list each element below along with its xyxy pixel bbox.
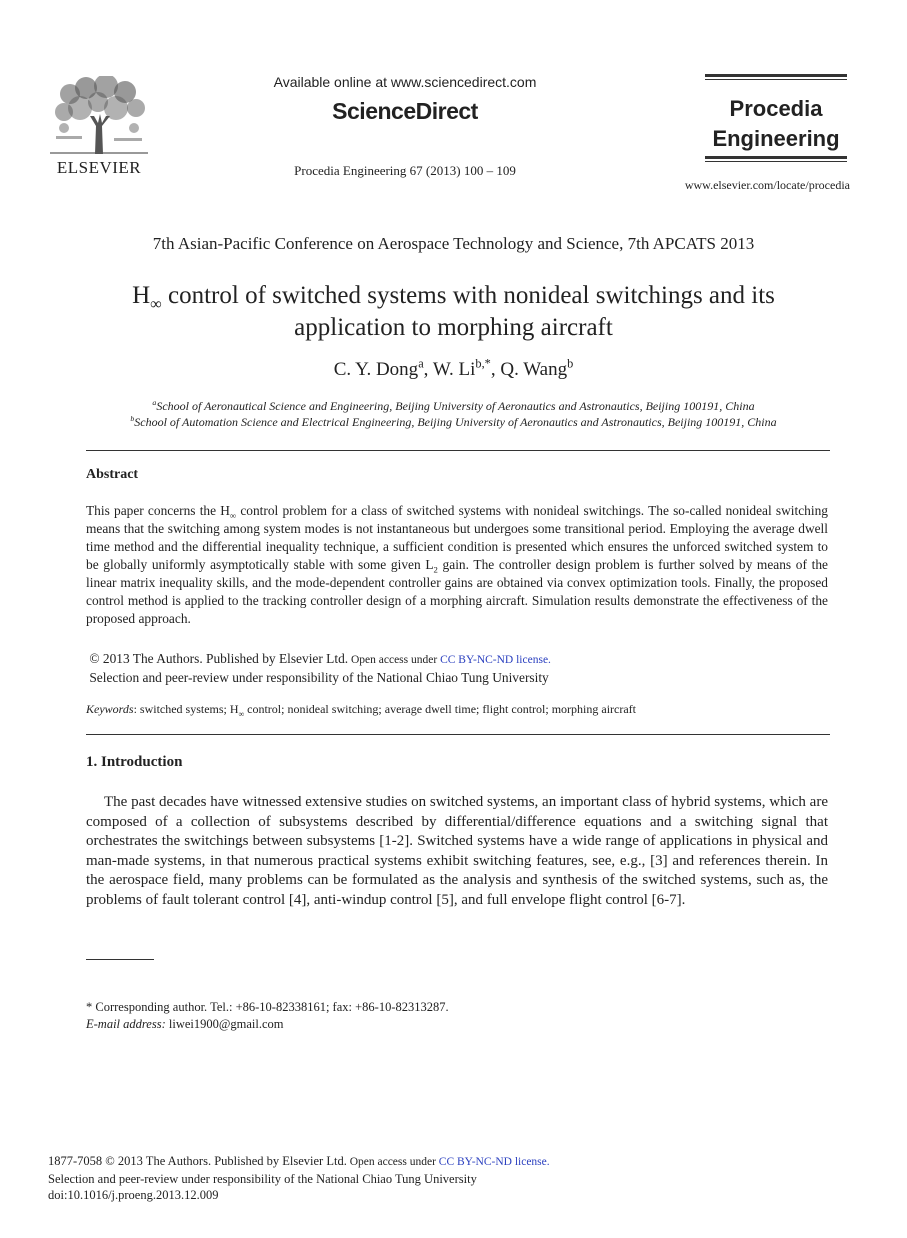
affiliation-mark: a — [152, 398, 157, 407]
issn-text: 1877-7058 © 2013 The Authors. Published by Elsevier Ltd. — [48, 1154, 347, 1168]
keywords-infinity: ∞ — [238, 709, 245, 719]
footnote-block — [86, 999, 828, 1033]
keywords-line — [86, 702, 828, 717]
abstract-top-rule — [86, 450, 830, 451]
introduction-paragraph: The past decades have witnessed extensive studies on switched systems, an important class of hybrid systems, which are composed of a collection of subsystems described by differential/difference equations and a switching signal that orchestrates the switchings between subsystems [1-2]. Switched systems have a wide range of applications in physical and man-made systems, in that numerous practical systems exhibit switching features, see, e.g., [3] and references therein. In the aerospace field, many problems can be formulated as the analysis and synthesis of the switched systems, such as, the problems of fault tolerant control [4], anti-windup control [5], and full envelope flight control [6-7]. — [86, 794, 828, 908]
abstract-text: gain. The controller design problem is further solved by means of the linear matrix inequality skills, and the mode-dependent controller gains are obtained via convex optimization tools. Finally, the proposed control method is applied to the tracking controller design of a morphing aircraft. Simulation results demonstrate the effectiveness of the proposed approach. — [86, 557, 828, 626]
affiliation-b — [60, 415, 847, 430]
section-heading-introduction: 1. Introduction — [86, 754, 183, 770]
affiliation-text: School of Aeronautical Science and Engineering, Beijing University of Aeronautics and Astronautics, Beijing 100191, China — [156, 399, 755, 413]
review-line: Selection and peer-review under responsibility of the National Chiao Tung University — [48, 1171, 477, 1186]
email-label: E-mail address: — [86, 1017, 166, 1031]
abstract-l2-subscript: 2 — [433, 564, 438, 575]
paper-title-line1 — [60, 280, 847, 312]
open-access-label: Open access under — [348, 654, 441, 666]
author-separator: , — [423, 359, 433, 380]
author-name: C. Y. Dong — [333, 359, 419, 380]
author-separator: , — [490, 359, 501, 380]
footnote-rule — [86, 959, 154, 960]
journal-url[interactable]: www.elsevier.com/locate/procedia — [684, 178, 850, 192]
author-list — [60, 356, 847, 381]
journal-citation: Procedia Engineering 67 (2013) 100 – 109 — [294, 163, 516, 178]
journal-title-line1: Procedia — [729, 96, 823, 121]
abstract-text: This paper concerns the H — [86, 503, 230, 518]
paper-title — [60, 280, 847, 344]
issn-line — [48, 1153, 848, 1171]
conference-name: 7th Asian-Pacific Conference on Aerospace Technology and Science, 7th APCATS 2013 — [152, 234, 755, 253]
author-affil-mark: b — [567, 356, 574, 371]
email-line — [86, 1016, 828, 1033]
keywords-text: control; nonideal switching; average dwell time; flight control; morphing aircraft — [244, 702, 637, 716]
email-address[interactable]: liwei1900@gmail.com — [165, 1017, 284, 1031]
license-link[interactable]: CC BY-NC-ND license. — [438, 1156, 550, 1168]
author-name: Q. Wang — [500, 359, 568, 380]
journal-box-bottom-rule-thin — [705, 161, 847, 162]
journal-box-top-rule — [705, 74, 847, 77]
affiliation-text: School of Automation Science and Electrical Engineering, Beijing University of Aeronautics and Astronautics, Beijing 100191, China — [134, 415, 777, 429]
abstract-bottom-rule — [86, 734, 830, 735]
title-infinity: ∞ — [150, 295, 162, 313]
open-access-label: Open access under — [346, 1156, 439, 1168]
copyright-block — [86, 650, 828, 686]
abstract-infinity: ∞ — [229, 510, 237, 521]
affiliation-a — [60, 399, 847, 414]
journal-title — [705, 94, 847, 154]
abstract-heading: Abstract — [86, 467, 139, 482]
author-affil-mark: b,* — [475, 356, 491, 371]
license-link[interactable]: CC BY-NC-ND license. — [440, 654, 551, 666]
abstract-body — [86, 502, 828, 628]
sciencedirect-brand[interactable]: ScienceDirect — [332, 98, 478, 124]
journal-box-top-rule-thin — [705, 79, 847, 80]
bottom-matter — [48, 1153, 848, 1204]
peer-review-text: Selection and peer-review under responsibility of the National Chiao Tung University — [89, 670, 549, 685]
keywords-text: : switched systems; H — [133, 702, 239, 716]
journal-box-bottom-rule — [705, 156, 847, 159]
doi-line[interactable]: doi:10.1016/j.proeng.2013.12.009 — [48, 1188, 219, 1202]
copyright-line2 — [86, 669, 828, 686]
abstract-text: control problem for a class of switched systems with nonideal switchings. The so-called nonideal switching means that the switching among system modes is not instantaneous but undergoes some transitional period. Employing the average dwell time method and the differential inequality technique, a sufficient condition is presented which ensures the unforced switched system to be globally uniformly asymptotically stable with some given L — [86, 503, 828, 572]
corresponding-author-note: * Corresponding author. Tel.: +86-10-82338161; fax: +86-10-82313287. — [86, 1000, 449, 1014]
copyright-line1 — [86, 650, 828, 669]
keywords-label: Keywords — [86, 702, 134, 716]
author-affil-mark: a — [418, 356, 424, 371]
journal-title-line2: Engineering — [712, 126, 840, 151]
title-h: H — [132, 282, 151, 309]
copyright-text: © 2013 The Authors. Published by Elsevier Ltd. — [89, 651, 349, 666]
affiliation-mark: b — [130, 414, 135, 423]
author-name: W. Li — [432, 359, 476, 380]
tree-icon — [50, 76, 148, 158]
publisher-name: ELSEVIER — [56, 158, 142, 177]
available-online-line[interactable]: Available online at www.sciencedirect.com — [273, 74, 537, 90]
title-line1-rest: control of switched systems with nonideal switchings and its — [161, 282, 775, 309]
paper-title-line2: application to morphing aircraft — [294, 314, 613, 341]
